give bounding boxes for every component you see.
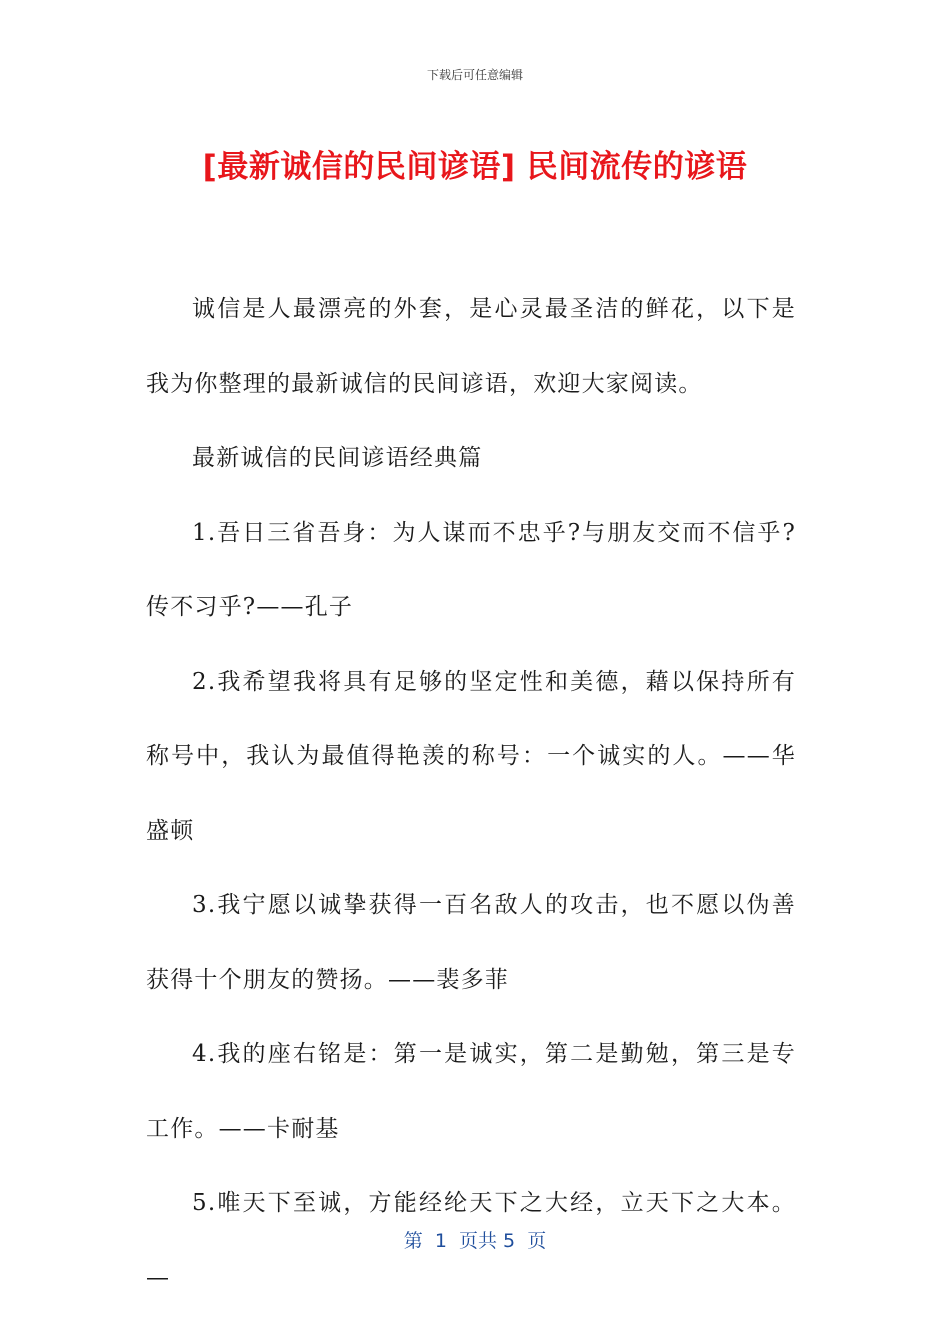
quote-paragraph-2: 2.我希望我将具有足够的坚定性和美德，藉以保持所有称号中，我认为最值得艳羡的称号：一个诚实的人。——华盛顿 [146,668,796,844]
quote-paragraph-4: 4.我的座右铭是：第一是诚实，第二是勤勉，第三是专工作。——卡耐基 [146,1041,796,1142]
document-body [146,272,796,1315]
quote-paragraph-3: 3.我宁愿以诚挚获得一百名敌人的攻击，也不愿以伪善获得十个朋友的赞扬。——裴多菲 [146,892,796,993]
quote-paragraph-1: 1.吾日三省吾身：为人谋而不忠乎?与朋友交而不信乎?传不习乎?——孔子 [146,519,796,620]
intro-paragraph: 诚信是人最漂亮的外套，是心灵最圣洁的鲜花，以下是我为你整理的最新诚信的民间谚语，欢迎大家阅读。 [146,296,796,397]
document-title: [最新诚信的民间谚语] 民间流传的谚语 [202,149,748,185]
page-number-footer: 第 1 页共 5 页 [403,1230,547,1252]
page-header: 下载后可任意编辑 [426,68,523,82]
quote-paragraph-5: 5.唯天下至诚，方能经纶天下之大经，立天下之大本。— [146,1190,796,1291]
section-heading: 最新诚信的民间谚语经典篇 [192,445,483,471]
